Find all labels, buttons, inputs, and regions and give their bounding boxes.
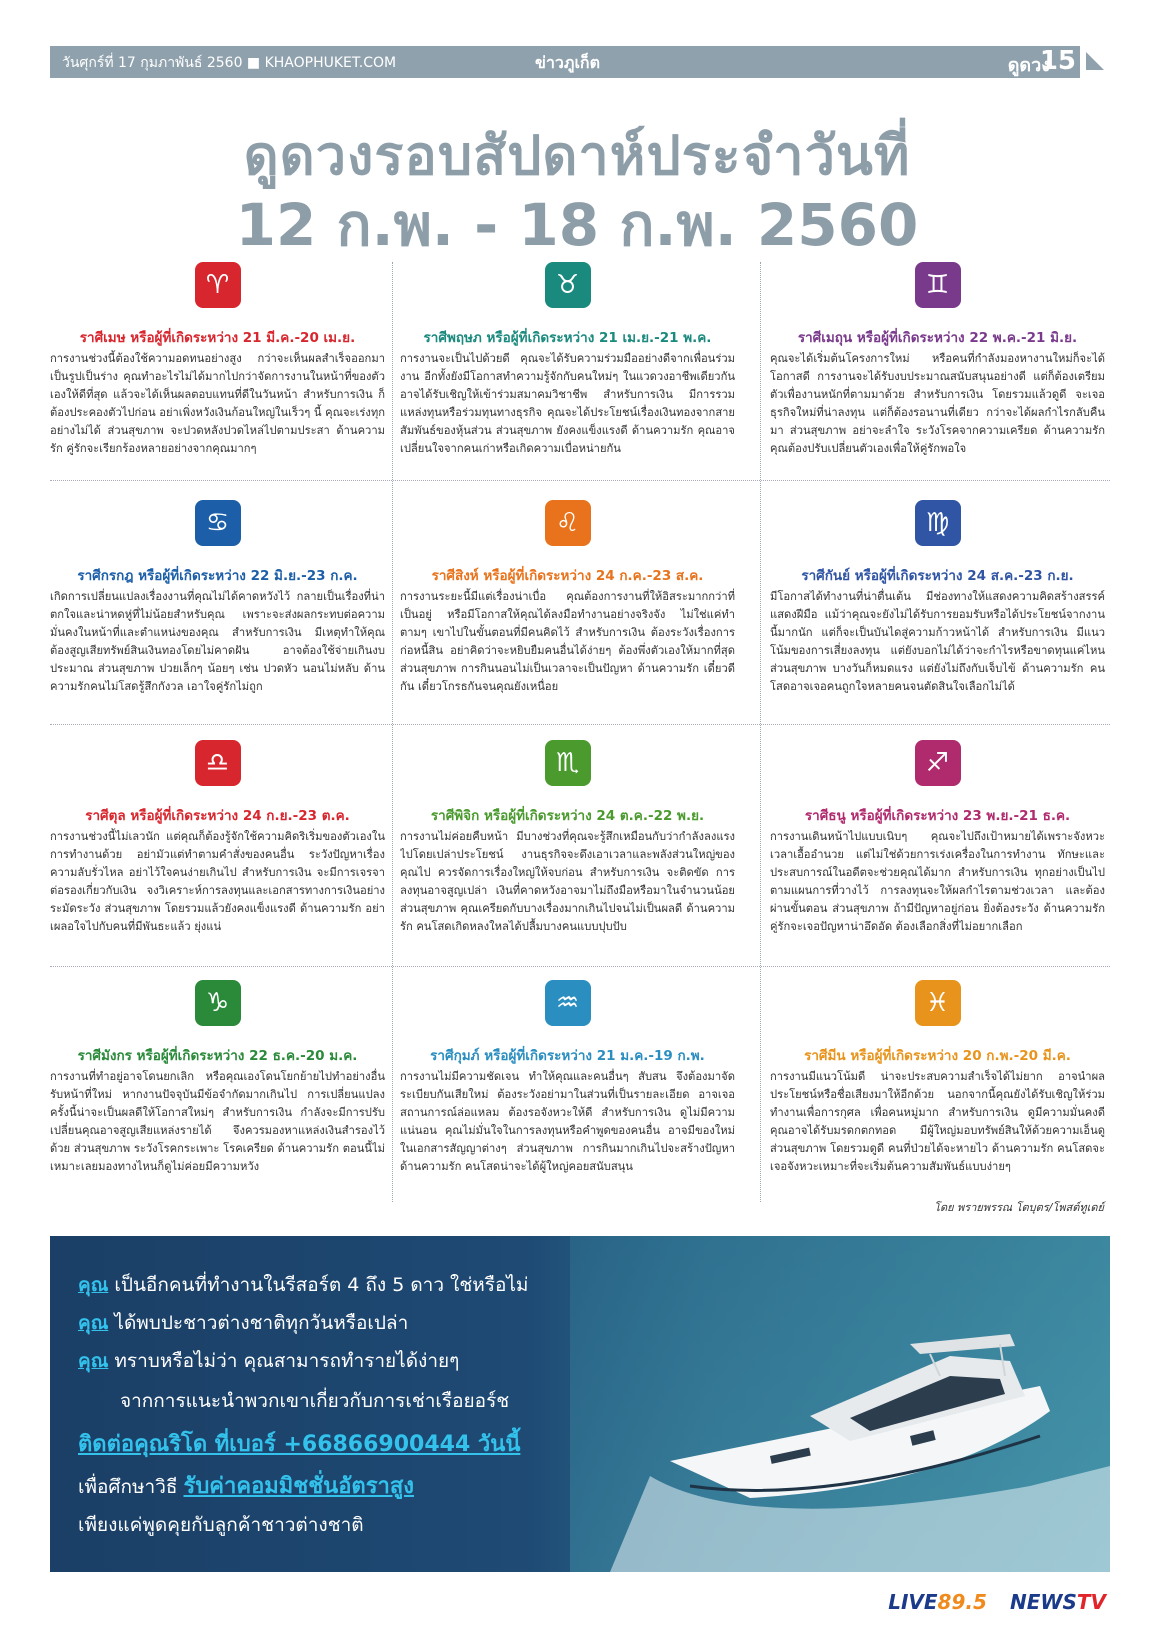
page-title: ดูดวงรอบสัปดาห์ประจำวันที่ <box>243 124 911 187</box>
zodiac-entry <box>400 980 735 1194</box>
section-title: ดูดวง <box>1007 55 1050 76</box>
row-divider <box>50 966 1110 967</box>
row-divider <box>50 480 1110 481</box>
page-subtitle-dates: 12 ก.พ. - 18 ก.พ. 2560 <box>235 191 919 259</box>
zodiac-entry <box>400 740 735 954</box>
page-number: 15 <box>1039 46 1076 76</box>
ad-line-1: คุณ เป็นอีกคนที่ทำงานในรีสอร์ต 4 ถึง 5 ดาว ใช่หรือไม่ <box>78 1274 529 1296</box>
zodiac-forecast-text: การงานมีแนวโน้มดี น่าจะประสบความสำเร็จได้ไม่ยาก อาจนำผลประโยชน์หรือชื่อเสียงมาให้อีกด้วย นอกจากนี้คุณยังได้รับเชิญให้ร่วมทำงานเพื่อการกุศล เพื่อคนหมู่มาก สำหรับการเงิน ดูมีความมั่นคงดี คุณอาจได้รับมรดกตกทอด มีผู้ใหญ่มอบทรัพย์สินให้ด้วยความเอ็นดู ส่วนสุขภาพ โดยรวมดูดี คนที่ป่วยได้จะหายไว ด้านความรัก คนโสดจะเจอจังหวะเหมาะที่จะเริ่มต้นความสัมพันธ์แบบง่ายๆ <box>770 1070 1105 1173</box>
ram-icon: ♈ <box>195 262 241 308</box>
zodiac-entry <box>50 262 385 476</box>
zodiac-entry <box>770 980 1105 1194</box>
ad-line-4: จากการแนะนำพวกเขาเกี่ยวกับการเช่าเรือยอร์ช <box>120 1390 510 1412</box>
row-divider <box>50 724 1110 725</box>
commission-link[interactable]: รับค่าคอมมิชชั่นอัตราสูง <box>183 1474 415 1499</box>
zodiac-forecast-text: การงานไม่มีความชัดเจน ทำให้คุณและคนอื่นๆ สับสน จึงต้องมาจัดระเบียบกันเสียใหม่ ต้องระวังอย่ามาในส่วนที่เป็นรายละเอียด อาจเจอสถานการณ์ล่อแหลม ต้องรอจังหวะให้ดี สำหรับการเงิน ดูไม่มีความแน่นอน คุณไม่มั่นใจในการลงทุนหรือคำพูดของคนอื่น อาจมีของใหม่ในเอกสารสัญญาต่างๆ ส่วนสุขภาพ การกินมากเกินไปจะสร้างปัญหา ด้านความรัก คนโสดน่าจะได้ผู้ใหญ่คอยสนับสนุน <box>400 1070 735 1173</box>
zodiac-heading: ราศีเมษ หรือผู้ที่เกิดระหว่าง 21 มี.ค.-20 เม.ย. <box>79 330 356 346</box>
zodiac-heading: ราศีกันย์ หรือผู้ที่เกิดระหว่าง 24 ส.ค.-23 ก.ย. <box>801 568 1074 584</box>
water-bearer-icon: ♒ <box>545 980 591 1026</box>
zodiac-entry <box>400 262 735 476</box>
zodiac-entry <box>770 262 1105 476</box>
ad-line-2: คุณ ได้พบปะชาวต่างชาติทุกวันหรือเปล่า <box>78 1312 409 1334</box>
zodiac-forecast-text: การงานไม่ค่อยคืบหน้า มีบางช่วงที่คุณจะรู้สึกเหมือนกับว่ากำลังลงแรงไปโดยเปล่าประโยชน์ งานธุรกิจจะดึงเอาเวลาและพลังส่วนใหญ่ของคุณไป ควรจัดการเรื่องใหญ่ให้จบก่อน สำหรับการเงิน จะติดขัด การลงทุนอาจสูญเปล่า เงินที่คาดหวังอาจมาไม่ถึงมือหรือมาในจำนวนน้อย ส่วนสุขภาพ คุณเครียดกับบางเรื่องมากเกินไปจนไม่เป็นผลดี ด้านความรัก คนโสดเกิดหลงใหลได้ปลื้มบางคนแบบปุบปับ <box>400 830 735 933</box>
column-divider <box>760 262 761 1202</box>
zodiac-heading: ราศีธนู หรือผู้ที่เกิดระหว่าง 23 พ.ย.-21 ธ.ค. <box>804 808 1071 824</box>
lion-icon: ♌ <box>545 500 591 546</box>
scales-icon: ♎ <box>195 740 241 786</box>
zodiac-forecast-text: เกิดการเปลี่ยนแปลงเรื่องงานที่คุณไม่ได้คาดหวังไว้ กลายเป็นเรื่องที่น่าตกใจและน่าหดหู่ที่ไม่น้อยสำหรับคุณ เพราะจะส่งผลกระทบต่อความมั่นคงในหน้าที่และตำแหน่งของคุณ สำหรับการเงิน มีเหตุทำให้คุณต้องสูญเสียทรัพย์สินเงินทองโดยไม่คาดฝัน อาจต้องใช้จ่ายเกินงบประมาณ ส่วนสุขภาพ ปวยเล็กๆ น้อยๆ เช่น ปวดหัว นอนไม่หลับ ด้านความรักคนไม่โสดรู้สึกกังวล เอาใจคู่รักไม่ถูก <box>50 590 385 693</box>
goat-icon: ♑ <box>195 980 241 1026</box>
footer-logos <box>888 1590 1106 1614</box>
issue-date: วันศุกร์ที่ 17 กุมภาพันธ์ 2560 ■ KHAOPHUKET.COM <box>62 55 397 71</box>
bull-icon: ♉ <box>545 262 591 308</box>
contact-phone-link[interactable]: ติดต่อคุณริโด ที่เบอร์ +66866900444 วันนี้ <box>78 1432 521 1457</box>
page-header <box>50 46 1110 78</box>
masthead-logo: ข่าวภูเก็ต <box>535 53 600 72</box>
maiden-icon: ♍ <box>915 500 961 546</box>
zodiac-heading: ราศีมังกร หรือผู้ที่เกิดระหว่าง 22 ธ.ค.-20 ม.ค. <box>77 1048 358 1064</box>
zodiac-entry <box>770 740 1105 954</box>
archer-icon: ♐ <box>915 740 961 786</box>
zodiac-heading: ราศีสิงห์ หรือผู้ที่เกิดระหว่าง 24 ก.ค.-23 ส.ค. <box>431 568 704 584</box>
zodiac-forecast-text: การงานที่ทำอยู่อาจโดนยกเลิก หรือคุณเองโดนโยกย้ายไปทำอย่างอื่น รับหน้าที่ใหม่ หากงานปัจจุบันมีข้อจำกัดมากเกินไป การเปลี่ยนแปลงครั้งนี้น่าจะเป็นผลดีให้โอกาสใหม่ๆ สำหรับการเงิน กำลังจะมีการปรับเปลี่ยนคุณอาจสูญเสียแหล่งรายได้ จึงควรมองหาแหล่งเงินสำรองไว้ด้วย ส่วนสุขภาพ ระวังโรคกระเพาะ โรคเครียด ด้านความรัก ตอนนี้ไม่เหมาะเลยมองทางไหนก็ดูไม่ค่อยมีความหวัง <box>50 1070 385 1173</box>
zodiac-heading: ราศีมีน หรือผู้ที่เกิดระหว่าง 20 ก.พ.-20 มี.ค. <box>804 1048 1071 1064</box>
ad-line-3: คุณ ทราบหรือไม่ว่า คุณสามารถทำรายได้ง่ายๆ <box>78 1350 460 1372</box>
zodiac-forecast-text: การงานช่วงนี้ต้องใช้ความอดทนอย่างสูง กว่าจะเห็นผลสำเร็จออกมาเป็นรูปเป็นร่าง คุณทำอะไรไม่ได้มากไปกว่าจัดการงานในหน้าที่ของตัวเองให้ดีที่สุด แล้วจะได้เห็นผลตอบแทนที่ดีในวันหน้า สำหรับการเงิน ก็ต้องประคองตัวไปก่อน อย่าเพิ่งหวังเงินก้อนใหญ่ในเร็วๆ นี้ คุณจะเร่งทุกอย่างไม่ได้ ส่วนสุขภาพ จะปวดหลังปวดไหล่ไปตามประสา ด้านความรัก คู่รักจะเรียกร้องหลายอย่างจากคุณมากๆ <box>50 352 385 455</box>
zodiac-heading: ราศีเมถุน หรือผู้ที่เกิดระหว่าง 22 พ.ค.-21 มิ.ย. <box>797 330 1078 346</box>
zodiac-entry <box>50 740 385 954</box>
zodiac-entry <box>770 500 1105 714</box>
scorpion-icon: ♏ <box>545 740 591 786</box>
zodiac-forecast-text: การงานช่วงนี้ไม่เลวนัก แต่คุณก็ต้องรู้จักใช้ความคิดริเริ่มของตัวเองในการทำงานด้วย อย่ามัวแต่ทำตามคำสั่งของคนอื่น ระวังปัญหาเรื่องความลับรั่วไหล อย่าไว้ใจคนง่ายเกินไป สำหรับการเงิน จะมีการเจรจาต่อรองเกี่ยวกับเงิน จงวิเคราะห์การลงทุนและเอกสารทางการเงินอย่างระมัดระวัง ส่วนสุขภาพ โดยรวมแล้วยังคงแข็งแรงดี ด้านความรัก อย่าเผลอใจไปกับคนที่มีพันธะแล้ว ยุ่งแน่ <box>50 830 385 933</box>
zodiac-forecast-text: คุณจะได้เริ่มต้นโครงการใหม่ หรือคนที่กำลังมองหางานใหม่ก็จะได้โอกาสดี การงานจะได้รับงบประมาณสนับสนุนอย่างดี แต่ก็ต้องเตรียมตัวเพื่องานหนักที่ตามมาด้วย สำหรับการเงิน โดยรวมแล้วดูดี จะเจอธุรกิจใหม่ที่น่าลงทุน แต่ก็ต้องรอนานที่เดียว กว่าจะได้ผลกำไรกลับคืนมา ส่วนสุขภาพ อย่าจะลำใจ ระวังโรคจากความเครียด ด้านความรัก คุณต้องปรับเปลี่ยนตัวเองเพื่อให้คู่รักพอใจ <box>770 352 1105 455</box>
zodiac-entry <box>400 500 735 714</box>
yacht-advertisement <box>50 1236 1110 1572</box>
column-divider <box>392 262 393 1202</box>
zodiac-heading: ราศีกุมภ์ หรือผู้ที่เกิดระหว่าง 21 ม.ค.-19 ก.พ. <box>430 1048 705 1064</box>
zodiac-heading: ราศีพฤษภ หรือผู้ที่เกิดระหว่าง 21 เม.ย.-21 พ.ค. <box>423 330 712 346</box>
byline: โดย พรายพรรณ โตบุตร/โพสต์ทูเดย์ <box>934 1201 1104 1214</box>
zodiac-entry <box>50 500 385 714</box>
zodiac-heading: ราศีพิจิก หรือผู้ที่เกิดระหว่าง 24 ต.ค.-22 พ.ย. <box>430 808 705 824</box>
ad-line-6: เพื่อศึกษาวิธี รับค่าคอมมิชชั่นอัตราสูง <box>78 1474 415 1499</box>
crab-icon: ♋ <box>195 500 241 546</box>
zodiac-heading: ราศีกรกฎ หรือผู้ที่เกิดระหว่าง 22 มิ.ย.-23 ก.ค. <box>77 568 358 584</box>
ad-line-7: เพียงแค่พูดคุยกับลูกค้าชาวต่างชาติ <box>78 1514 364 1536</box>
twins-icon: ♊ <box>915 262 961 308</box>
zodiac-forecast-text: มีโอกาสได้ทำงานที่น่าตื่นเต้น มีช่องทางให้แสดงความคิดสร้างสรรค์ แสดงฝีมือ แม้ว่าคุณจะยังไม่ได้รับการยอมรับหรือได้ประโยชน์จากงานนี้มากนัก แต่ก็จะเป็นบันไดสู่ความก้าวหน้าได้ สำหรับการเงิน มีแนวโน้มของการเสี่ยงลงทุน แต่ยังบอกไม่ได้ว่าจะกำไรหรือขาดทุนแค่ไหน ส่วนสุขภาพ บางวันก็หมดแรง แต่ยังไม่ถึงกับเจ็บไข้ ด้านความรัก คนโสดอาจเจอคนถูกใจหลายคนจนตัดสินใจเลือกไม่ได้ <box>770 590 1105 693</box>
zodiac-forecast-text: การงานเดินหน้าไปแบบเนิบๆ คุณจะไปถึงเป้าหมายได้เพราะจังหวะเวลาเอื้ออำนวย แต่ไม่ใช่ด้วยการเร่งเครื่องในการทำงาน ทักษะและประสบการณ์ในอดีตจะช่วยคุณได้มาก สำหรับการเงิน ทุกอย่างเป็นไปตามแผนการที่วางไว้ การลงทุนจะให้ผลกำไรตามช่วงเวลา และต้องผ่านขั้นตอน ส่วนสุขภาพ ถ้ามีปัญหาอยู่ก่อน ยิ่งต้องระวัง ด้านความรัก คู่รักจะเจอปัญหาน่าอึดอัด ต้องเลือกสิ่งที่ไม่อยากเลือก <box>770 830 1105 933</box>
zodiac-entry <box>50 980 385 1194</box>
fish-icon: ♓ <box>915 980 961 1026</box>
live-radio-logo: LIVE89.5 <box>888 1590 987 1614</box>
news-tv-logo: NEWSTV <box>1010 1590 1106 1614</box>
corner-icon <box>1080 46 1110 78</box>
zodiac-forecast-text: การงานระยะนี้มีแต่เรื่องน่าเบื่อ คุณต้องการงานที่ให้อิสระมากกว่าที่เป็นอยู่ หรือมีโอกาสให้คุณได้ลงมือทำงานอย่างจริงจัง ไม่ใช่แค่ทำตามๆ เขาไปในขั้นตอนที่มีคนคิดไว้ สำหรับการเงิน ต้องระวังเรื่องการก่อหนี้สิน อย่าคิดว่าจะหยิบยืมคนอื่นได้ง่ายๆ ต้องพึ่งตัวเองให้มากที่สุด ส่วนสุขภาพ การกินนอนไม่เป็นเวลาจะเป็นปัญหา ด้านความรัก เดี๋ยวดีกัน เดี๋ยวโกรธกันจนคุณยังเหนื่อย <box>400 590 735 693</box>
zodiac-forecast-text: การงานจะเป็นไปด้วยดี คุณจะได้รับความร่วมมืออย่างดีจากเพื่อนร่วมงาน อีกทั้งยังมีโอกาสทำความรู้จักกับคนใหม่ๆ ในแวดวงอาชีพเดียวกัน อาจได้รับเชิญให้เข้าร่วมสมาคมวิชาชีพ สำหรับการเงิน มีการรวมแหล่งทุนหรือร่วมทุนทางธุรกิจ คุณจะได้ประโยชน์เรื่องเงินทองจากสายสัมพันธ์ของหุ้นส่วน ส่วนสุขภาพ ยังคงแข็งแรงดี ด้านความรัก คุณอาจเปลี่ยนใจจากคนเก่าหรือเกิดความเบื่อหน่ายกัน <box>400 352 735 455</box>
zodiac-heading: ราศีตุล หรือผู้ที่เกิดระหว่าง 24 ก.ย.-23 ต.ค. <box>85 808 350 824</box>
